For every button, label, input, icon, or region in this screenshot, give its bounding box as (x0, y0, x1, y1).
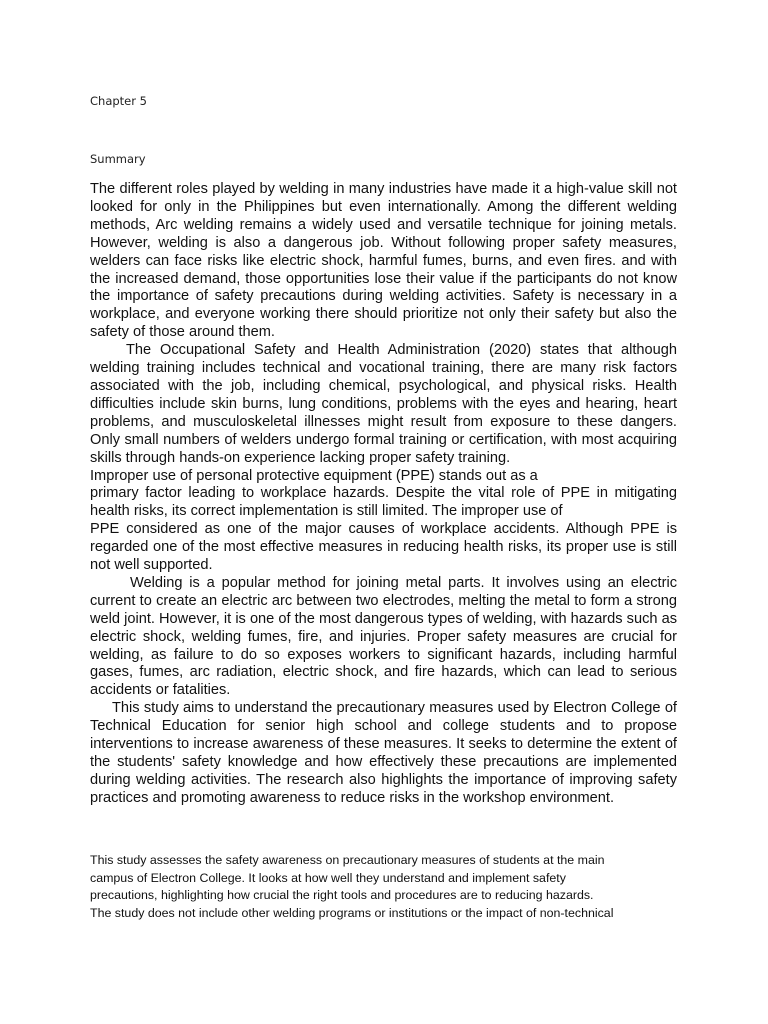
paragraph-study-aim: This study aims to understand the precautionary measures used by Electron College of Technical Education for senior high school and college students and to propose interventions to increase awareness of these measures. It seeks to determine the extent of the students' safety knowledge and how effectively these precautions are implemented during welding activities. The research also highlights the importance of improving safety practices and promoting awareness to reduce risks in the workshop environment. (90, 700, 677, 806)
paragraph-osha: The Occupational Safety and Health Administration (2020) states that although welding training includes technical and vocational training, there are many risk factors associated with the job, including chemical, psychological, and physical risks. Health difficulties include skin burns, lung conditions, problems with the eyes and hearing, heart problems, and musculoskeletal illnesses might result from exposure to these dangers. Only small numbers of welders undergo formal training or certification, with most acquiring skills through hands-on experience lacking proper safety training. (90, 342, 677, 466)
chapter-heading: Chapter 5 (90, 94, 147, 108)
section-heading: Summary (90, 152, 146, 166)
scope-paragraph (90, 852, 680, 922)
paragraph-welding: Welding is a popular method for joining metal parts. It involves using an electric current to create an electric arc between two electrodes, melting the metal to form a strong weld joint. However, it is one of the most dangerous types of welding, with hazards such as electric shock, welding fumes, fire, and injuries. Proper safety measures are crucial for welding, as failure to do so exposes workers to significant hazards, including harmful gases, fumes, arc radiation, electric shock, and fire hazards, which can lead to serious accidents or fatalities. (90, 574, 677, 699)
scope-line: The study does not include other welding programs or institutions or the impact of non-technical (90, 905, 614, 920)
paragraph-ppe-1: Improper use of personal protective equipment (PPE) stands out as a (90, 467, 538, 484)
scope-line: campus of Electron College. It looks at how well they understand and implement safety (90, 870, 566, 885)
scope-line: This study assesses the safety awareness on precautionary measures of students at the main (90, 853, 605, 867)
paragraph-ppe-2: primary factor leading to workplace hazards. Despite the vital role of PPE in mitigating health risks, its correct implementation is still limited. The improper use of (90, 485, 677, 520)
paragraph-ppe-3: PPE considered as one of the major causes of workplace accidents. Although PPE is regarded one of the most effective measures in reducing health risks, its proper use is still not well supported. (90, 521, 677, 574)
scope-line: precautions, highlighting how crucial the right tools and procedures are to reducing hazards. (90, 888, 594, 902)
paragraph-intro: The different roles played by welding in many industries have made it a high-value skill not looked for only in the Philippines but even internationally. Among the different welding methods, Arc welding remains a widely used and versatile technique for joining metals. However, welding is also a dangerous job. Without following proper safety measures, welders can face risks like electric shock, harmful fumes, burns, and even fires. and with the increased demand, those opportunities lose their value if the participants do not know the importance of safety precautions during welding activities. Safety is necessary in a workplace, and everyone working there should prioritize not only their safety but also the safety of those around them. (90, 181, 677, 341)
summary-body (90, 181, 677, 808)
